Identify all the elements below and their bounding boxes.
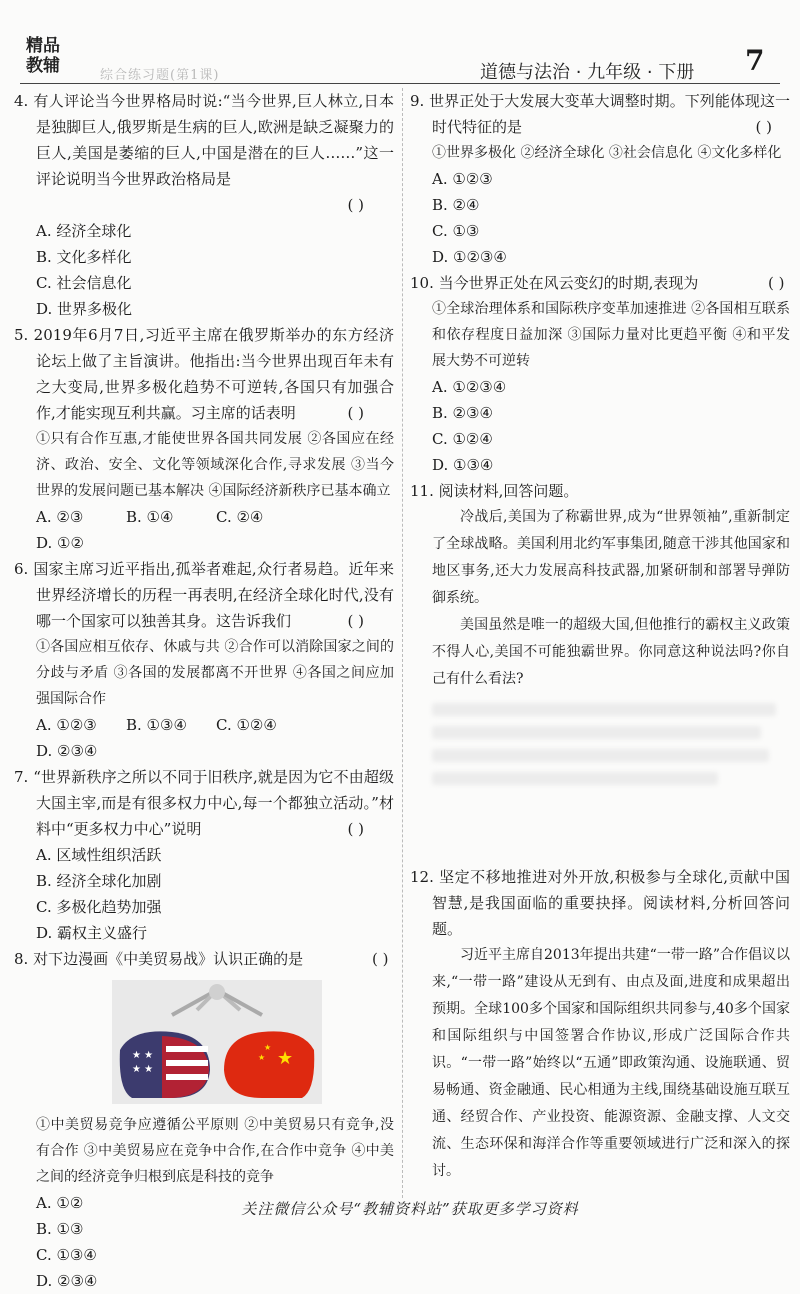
statement-items: ①世界多极化 ②经济全球化 ③社会信息化 ④文化多样化 — [432, 145, 782, 161]
right-column — [410, 88, 790, 1179]
question-stem: 9. 世界正处于大发展大变革大调整时期。下列能体现这一时代特征的是 — [410, 92, 790, 136]
answer-bracket: ( ) — [347, 612, 364, 630]
china-boxing-glove — [224, 1031, 314, 1098]
statement-items: ①中美贸易竞争应遵循公平原则 ②中美贸易只有竞争,没有合作 ③中美贸易应在竞争中合作,在合作中竞争 ④中美之间的经济竞争归根到底是科技的竞争 — [36, 1117, 394, 1185]
option-a[interactable]: A. ①② — [36, 1194, 84, 1212]
option-c[interactable]: C. ①③ — [432, 222, 480, 240]
options — [14, 842, 394, 946]
option-c[interactable]: C. ②④ — [216, 508, 264, 526]
option-b[interactable]: B. 文化多样化 — [36, 248, 132, 266]
statement-items: ①只有合作互惠,才能使世界各国共同发展 ②各国应在经济、政治、安全、文化等领域深化合作,寻求发展 ③当今世界的发展问题已基本解决 ④国际经济新秩序已基本确立 — [36, 431, 394, 499]
statement-items: ①全球治理体系和国际秩序变革加速推进 ②各国相互联系和依存程度日益加深 ③国际力量对比更趋平衡 ④和平发展大势不可逆转 — [432, 301, 790, 369]
option-a[interactable]: A. ②③ — [36, 508, 84, 526]
option-d[interactable]: D. ①② — [36, 534, 84, 552]
question-stem: 6. 国家主席习近平指出,孤举者难起,众行者易趋。近年来世界经济增长的历程一再表明,在经济全球化时代,没有哪一个国家可以独善其身。这告诉我们 — [14, 560, 394, 630]
reading-material-1: 冷战后,美国为了称霸世界,成为“世界领袖”,重新制定了全球战略。美国利用北约军事集团,随意干涉其他国家和地区事务,还大力发展高科技武器,加紧研制和部署导弹防御系统。 — [432, 509, 790, 606]
option-b[interactable]: B. ①③ — [36, 1220, 84, 1238]
brand-logo — [26, 36, 60, 76]
question-stem: 7. “世界新秩序之所以不同于旧秩序,就是因为它不由超级大国主宰,而是有很多权力中心,每一个都独立活动。”材料中“更多权力中心”说明 — [14, 768, 394, 838]
svg-text:★: ★ — [264, 1043, 272, 1052]
question-stem: 11. 阅读材料,回答问题。 — [410, 482, 579, 500]
svg-text:★ ★: ★ ★ — [132, 1050, 154, 1061]
question-stem: 10. 当今世界正处在风云变幻的时期,表现为 — [410, 274, 699, 292]
question-stem: 12. 坚定不移地推进对外开放,积极参与全球化,贡献中国智慧,是我国面临的重要抉择。阅读材料,分析回答问题。 — [410, 868, 790, 938]
options — [410, 166, 790, 270]
reading-material-2: 美国虽然是唯一的超级大国,但他推行的霸权主义政策不得人心,美国不可能独霸世界。你同意这种说法吗?你自己有什么看法? — [432, 617, 790, 687]
logo-line-2: 教辅 — [26, 56, 60, 76]
option-b[interactable]: B. ②③④ — [432, 404, 493, 422]
question-stem: 4. 有人评论当今世界格局时说:“当今世界,巨人林立,日本是独脚巨人,俄罗斯是生病的巨人,欧洲是缺乏凝聚力的巨人,美国是萎缩的巨人,中国是潜在的巨人……”这一评论说明当今世界政治格局是 — [14, 92, 394, 188]
option-b[interactable]: B. ①③④ — [126, 716, 187, 734]
option-d[interactable]: D. 世界多极化 — [36, 300, 133, 318]
question-5 — [14, 322, 394, 556]
answer-bracket: ( ) — [347, 404, 364, 422]
options — [14, 504, 394, 556]
option-b[interactable]: B. ②④ — [432, 196, 480, 214]
option-a[interactable]: A. ①②③ — [36, 716, 97, 734]
option-a[interactable]: A. ①②③④ — [432, 378, 507, 396]
option-b[interactable]: B. 经济全球化加剧 — [36, 872, 162, 890]
statement-items: ①各国应相互依存、休戚与共 ②合作可以消除国家之间的分歧与矛盾 ③各国的发展都离不开世界 ④各国之间应加强国际合作 — [36, 639, 394, 707]
question-7 — [14, 764, 394, 946]
header-rule — [20, 83, 780, 84]
svg-text:★: ★ — [258, 1053, 266, 1062]
option-a[interactable]: A. 区域性组织活跃 — [36, 846, 162, 864]
question-4 — [14, 88, 394, 322]
option-d[interactable]: D. ②③④ — [36, 742, 98, 760]
column-divider — [402, 88, 403, 1198]
option-c[interactable]: C. 多极化趋势加强 — [36, 898, 162, 916]
subject-title: 道德与法治 · 九年级 · 下册 — [480, 62, 695, 83]
question-11 — [410, 478, 790, 785]
answer-bracket: ( ) — [347, 820, 364, 838]
options — [14, 218, 394, 322]
option-d[interactable]: D. 霸权主义盛行 — [36, 924, 148, 942]
usa-boxing-glove — [120, 1031, 210, 1098]
question-stem: 8. 对下边漫画《中美贸易战》认识正确的是 — [14, 950, 304, 968]
reading-material: 习近平主席自2013年提出共建“一带一路”合作倡议以来,“一带一路”建设从无到有、由点及面,进度和成果超出预期。全球100多个国家和国际组织共同参与,40多个国家和国际组织与中国签署合作协议,形成广泛国际合作共识。“一带一路”始终以“五通”即政策沟通、设施联通、贸易畅通、资金融通、民心相通为主线,围绕基础设施互联互通、经贸合作、产业投资、能源资源、金融支撑、人文交流、生态环保和海洋合作等重要领域进行广泛和深入的探讨。 — [432, 947, 790, 1179]
option-b[interactable]: B. ①④ — [126, 508, 174, 526]
options — [410, 374, 790, 478]
faded-section-title: 综合练习题(第1课) — [100, 68, 220, 83]
question-8: 8. 对下边漫画《中美贸易战》认识正确的是 ( ) ★ ★ ★ ★ ★ ★ ★ ①中美贸易竞争应遵循公平原则 ②中美贸易只有竞争,没有合作 ③中美贸易应在竞争中合作,在合作中竞争 ④中美之间的经济竞争归根到底是科技的竞争 A. ①② B. ①③ C. ①③④ D. ②③④ — [14, 946, 394, 1294]
option-a[interactable]: A. ①②③ — [432, 170, 493, 188]
options — [14, 712, 394, 764]
svg-text:★ ★: ★ ★ — [132, 1064, 154, 1075]
question-10: 10. 当今世界正处在风云变幻的时期,表现为 ( ) ①全球治理体系和国际秩序变革加速推进 ②各国相互联系和依存程度日益加深 ③国际力量对比更趋平衡 ④和平发展大势不可逆转 A. ①②③④ B. ②③④ C. ①②④ D. ①③④ — [410, 270, 790, 478]
option-a[interactable]: A. 经济全球化 — [36, 222, 132, 240]
faded-answer-area — [410, 703, 790, 785]
question-6 — [14, 556, 394, 764]
option-c[interactable]: C. 社会信息化 — [36, 274, 132, 292]
option-c[interactable]: C. ①②④ — [432, 430, 493, 448]
footer-note: 关注微信公众号“教辅资料站”获取更多学习资料 — [241, 1200, 579, 1218]
page-header — [0, 0, 800, 88]
option-d[interactable]: D. ②③④ — [36, 1272, 98, 1290]
left-column — [14, 88, 394, 1294]
question-stem: 5. 2019年6月7日,习近平主席在俄罗斯举办的东方经济论坛上做了主旨演讲。他指出:当今世界出现百年未有之大变局,世界多极化趋势不可逆转,各国只有加强合作,才能实现互利共赢。习主席的话表明 — [14, 326, 394, 422]
trade-war-cartoon — [112, 980, 322, 1104]
logo-line-1: 精品 — [26, 36, 60, 56]
answer-bracket: ( ) — [347, 196, 364, 214]
answer-bracket: ( ) — [755, 118, 772, 136]
option-c[interactable]: C. ①②④ — [216, 716, 277, 734]
option-d[interactable]: D. ①②③④ — [432, 248, 507, 266]
svg-text:★: ★ — [277, 1048, 294, 1069]
option-c[interactable]: C. ①③④ — [36, 1246, 97, 1264]
option-d[interactable]: D. ①③④ — [432, 456, 494, 474]
question-12 — [410, 864, 790, 1185]
question-9 — [410, 88, 790, 270]
page-number: 7 — [745, 44, 765, 77]
